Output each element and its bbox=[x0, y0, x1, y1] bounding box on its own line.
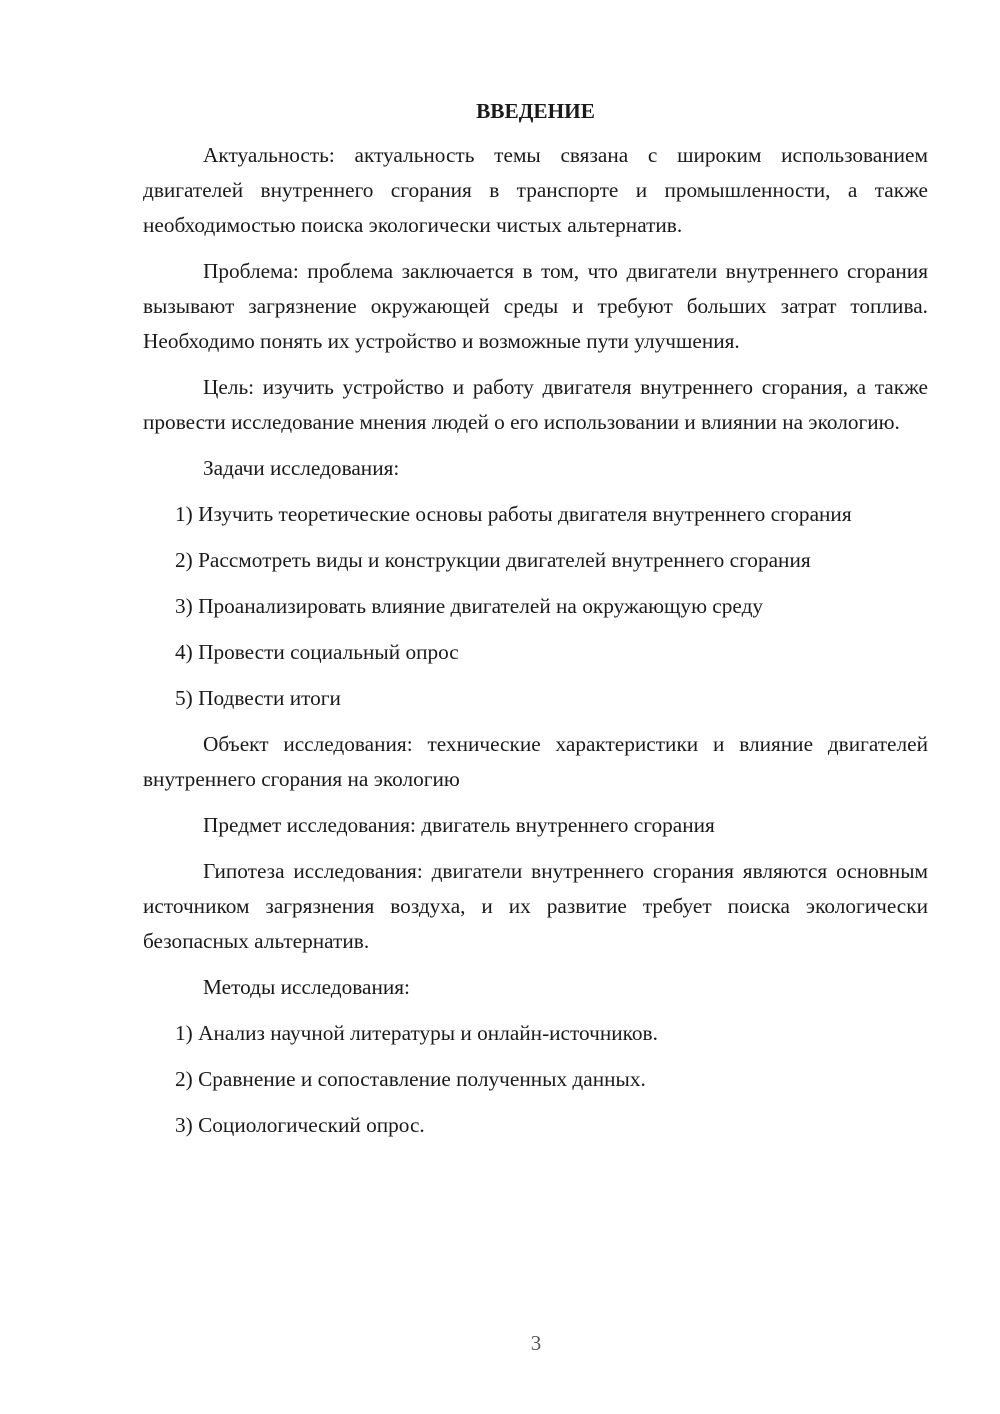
task-item: 1) Изучить теоретические основы работы двигателя внутреннего сгорания bbox=[175, 502, 852, 526]
methods-heading: Методы исследования: bbox=[203, 975, 410, 999]
method-item: 2) Сравнение и сопоставление полученных данных. bbox=[175, 1067, 646, 1091]
task-item: 2) Рассмотреть виды и конструкции двигателей внутреннего сгорания bbox=[175, 548, 811, 572]
page-title: ВВЕДЕНИЕ bbox=[476, 99, 595, 123]
relevance-paragraph: Актуальность: актуальность темы связана с широким использованием двигателей внутреннего сгорания в транспорте и промышленности, а также необходимостью поиска экологически чистых альтернатив. bbox=[143, 143, 928, 237]
page-content bbox=[143, 94, 928, 1154]
method-item: 1) Анализ научной литературы и онлайн-источников. bbox=[175, 1021, 658, 1045]
task-item: 3) Проанализировать влияние двигателей на окружающую среду bbox=[175, 594, 764, 618]
task-item: 4) Провести социальный опрос bbox=[175, 640, 459, 664]
problem-paragraph: Проблема: проблема заключается в том, что двигатели внутреннего сгорания вызывают загрязнение окружающей среды и требуют больших затрат топлива. Необходимо понять их устройство и возможные пути улучшения. bbox=[143, 259, 928, 353]
task-item: 5) Подвести итоги bbox=[175, 686, 341, 710]
object-paragraph: Объект исследования: технические характеристики и влияние двигателей внутреннего сгорания на экологию bbox=[143, 732, 928, 791]
goal-paragraph: Цель: изучить устройство и работу двигателя внутреннего сгорания, а также провести исследование мнения людей о его использовании и влиянии на экологию. bbox=[143, 375, 928, 434]
subject-paragraph: Предмет исследования: двигатель внутреннего сгорания bbox=[203, 813, 715, 837]
tasks-heading: Задачи исследования: bbox=[203, 456, 400, 480]
hypothesis-paragraph: Гипотеза исследования: двигатели внутреннего сгорания являются основным источником загрязнения воздуха, и их развитие требует поиска экологически безопасных альтернатив. bbox=[143, 859, 928, 953]
method-item: 3) Социологический опрос. bbox=[175, 1113, 425, 1137]
page-number: 3 bbox=[530, 1331, 542, 1355]
